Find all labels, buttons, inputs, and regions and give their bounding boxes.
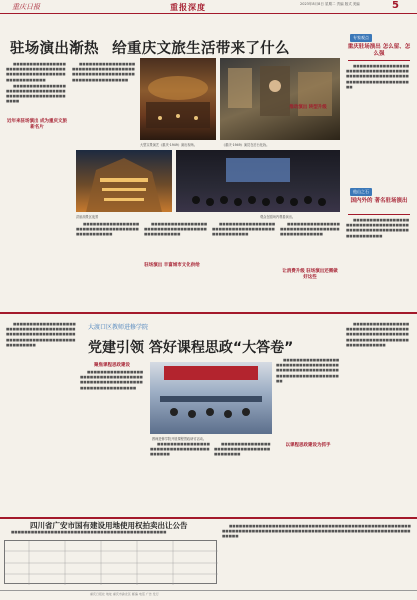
- paper-name: 重庆日报: [12, 3, 40, 11]
- second-column-4: ■■■■■■■■■■■■■■■■■■■■■■■■■■■■■■■■■■■■■■■■: [214, 442, 271, 457]
- sidebar-divider-1: [348, 60, 410, 61]
- page-number: 5: [392, 0, 399, 11]
- photo3-caption: 洪崖洞景区夜景: [76, 215, 99, 219]
- sidebar-tag-experts: 专家观点: [350, 34, 372, 42]
- notice-divider: [0, 517, 417, 519]
- notice-table: [4, 540, 217, 584]
- sidebar-divider-2: [348, 214, 410, 215]
- notice-intro: ■■■■■■■■■■■■■■■■■■■■■■■■■■■■■■■■■■■■■■■■■■■■■■■: [11, 530, 167, 534]
- second-column-1: ■■■■■■■■■■■■■■■■■■■■■■■■■■■■■■■■■■■■■■■■■■■■■■■■■■■■■■■■■■■■■■■■■■■■■■■■■■■■■■■■■■■■■■■■■■■: [6, 322, 76, 347]
- second-column-2: ■■■■■■■■■■■■■■■■■■■■■■■■■■■■■■■■■■■■■■■■■■■■■■■■■■■■■■■■■■■■■■■■■■■■■■■■: [80, 370, 144, 390]
- second-story-kicker: 大渡口区教师进修学院: [88, 324, 149, 331]
- lead-subhead-4: 让消费升级 驻场演出还需做好这些: [282, 269, 338, 280]
- lead-column-2: ■■■■■■■■■■■■■■■■■■■■■■■■■■■■■■■■■■■■■■■■■■■■■■■■■■■■■■■■■■■■■■■■■■■■■■■■: [72, 62, 136, 82]
- photo-teachers-meeting: [150, 362, 272, 434]
- notice-body: ■■■■■■■■■■■■■■■■■■■■■■■■■■■■■■■■■■■■■■■■■■■■■■■■■■■■■■■■■■■■■■■■■■■■■■■■■■■■■■■■■■■■■■■■■■■■■■■■■■■■■■■■■■■■■■■■■■■■■: [222, 524, 411, 539]
- lead-headline: [10, 37, 340, 58]
- lead-column-6: ■■■■■■■■■■■■■■■■■■■■■■■■■■■■■■■■■■■■■■■■■■■■■■■: [280, 222, 340, 237]
- photo-stage-performance: [140, 58, 216, 140]
- photo1-caption: 大型实景演艺《重庆·1949》演出现场。: [140, 143, 197, 147]
- photo-backstage: [220, 58, 340, 140]
- footer-text: 重庆日报社 地址 重庆市渝北区 邮编 电话 广告 发行: [90, 592, 159, 596]
- sidebar-column-2: ■■■■■■■■■■■■■■■■■■■■■■■■■■■■■■■■■■■■■■■■■■■■■■■■■■■■■■■■■■■■■■■■■■: [346, 218, 410, 238]
- sidebar-title-1: 重庆驻场演出 怎么留、怎么强: [347, 44, 411, 57]
- photo4-caption: 观众在剧场内观看演出。: [260, 215, 296, 219]
- sidebar-tag-abroad: 他山之石: [350, 188, 372, 196]
- photo2-caption: 《重庆·1949》演员在后台化妆。: [222, 143, 270, 147]
- notice-table-grid: [5, 541, 218, 585]
- photo-hongyadong: [76, 150, 172, 212]
- notice-title: 四川省广安市国有建设用地使用权拍卖出让公告: [30, 521, 188, 530]
- page-footer: [0, 590, 417, 600]
- lead-column-5: ■■■■■■■■■■■■■■■■■■■■■■■■■■■■■■■■■■■■■■■■■■■■■■■: [212, 222, 276, 237]
- second-column-5: ■■■■■■■■■■■■■■■■■■■■■■■■■■■■■■■■■■■■■■■■■■■■■■■■■■■■■■■■■■■■■■■■■■■■■■■■■■■■: [276, 358, 340, 383]
- second-column-6: ■■■■■■■■■■■■■■■■■■■■■■■■■■■■■■■■■■■■■■■■■■■■■■■■■■■■■■■■■■■■■■■■■■■■■■■■■■■■■■■■■■■■■■: [346, 322, 410, 347]
- teachers-photo-svg: [150, 362, 272, 434]
- second-story-headline: 党建引领 答好课程思政“大答卷”: [88, 340, 294, 356]
- dateline: 2023年8月8日 星期二 责编 版式 美编: [300, 2, 360, 6]
- lead-column-3: ■■■■■■■■■■■■■■■■■■■■■■■■■■■■■■■■■■■■■■■■■■■■■■■: [76, 222, 140, 237]
- sidebar-column-1: ■■■■■■■■■■■■■■■■■■■■■■■■■■■■■■■■■■■■■■■■■■■■■■■■■■■■■■■■■■■■■■■■■■■■■■■■■■■■: [346, 64, 410, 89]
- lead-subhead-3: 推动演出 转型升级: [289, 105, 327, 110]
- lead-column-4: ■■■■■■■■■■■■■■■■■■■■■■■■■■■■■■■■■■■■■■■■■■■■■■■: [144, 222, 208, 237]
- section-divider: [0, 312, 417, 314]
- lead-headline-part2: 给重庆文旅生活带来了什么: [112, 41, 290, 57]
- hongyadong-photo-svg: [76, 150, 172, 212]
- sidebar-title-2: 国内外的 著名驻场演出: [350, 198, 408, 204]
- lead-subhead-2: 驻场演出 丰富城市文化供给: [144, 263, 200, 268]
- second-column-3: ■■■■■■■■■■■■■■■■■■■■■■■■■■■■■■■■■■■■■■■■: [150, 442, 210, 457]
- lead-subhead-1: 近年来驻场演出 成为重庆文旅新名片: [6, 119, 68, 130]
- photo-audience: [176, 150, 340, 212]
- lead-column-1: ■■■■■■■■■■■■■■■■■■■■■■■■■■■■■■■■■■■■■■■■■■■■■■■■■■■■■■■■■■■■■■■■ ■■■■■■■■■■■■■■■■■■■■■■■■■■■■■■■■■■■■■■■■■■■■■■■■■■■■■■■■: [6, 62, 66, 104]
- stage-photo-svg: [140, 58, 216, 140]
- second-subhead-2: 以课程思政建设为抓手: [285, 443, 331, 448]
- second-subhead-1: 聚焦课程思政建设: [94, 363, 130, 368]
- backstage-photo-svg: [220, 58, 340, 140]
- lead-headline-part1: 驻场演出渐热: [10, 41, 99, 57]
- audience-photo-svg: [176, 150, 340, 212]
- section-title: 重报深度: [170, 3, 206, 12]
- second-photo-caption: 教师进修学院开展课程思政研讨活动。: [152, 437, 207, 441]
